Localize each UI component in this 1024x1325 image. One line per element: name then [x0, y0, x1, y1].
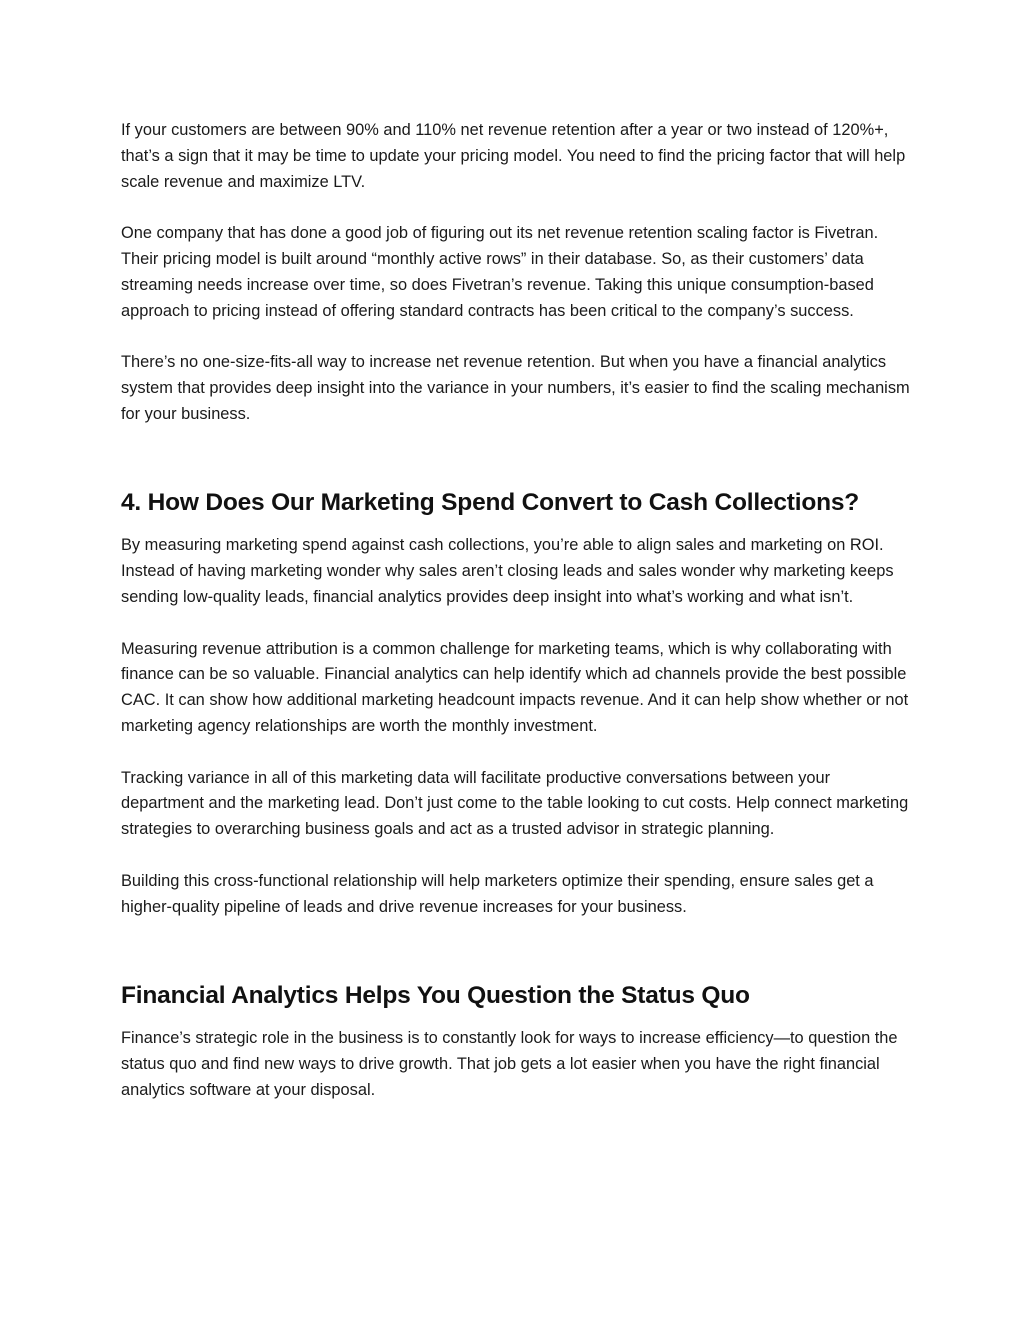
status-quo-heading: Financial Analytics Helps You Question the Status Quo: [121, 982, 750, 1010]
section-spacer: [121, 946, 911, 980]
document-page: [121, 118, 911, 1129]
intro-paragraph-3: There’s no one-size-fits-all way to increase net revenue retention. But when you have a financial analytics system that provides deep insight into the variance in your numbers, it’s easier to find the scaling mechanism for your business.: [121, 353, 910, 423]
section-4-paragraph-4: Building this cross-functional relationship will help marketers optimize their spending, ensure sales get a higher-quality pipeline of leads and drive revenue increases for your business.: [121, 871, 874, 916]
intro-paragraph-1: If your customers are between 90% and 110% net revenue retention after a year or two instead of 120%+, that’s a sign that it may be time to update your pricing model. You need to find the pricing factor that will help scale revenue and maximize LTV.: [121, 121, 906, 191]
intro-paragraph-2: One company that has done a good job of figuring out its net revenue retention scaling factor is Fivetran. Their pricing model is built around “monthly active rows” in their database. So, as their customers’ data streaming needs increase over time, so does Fivetran’s revenue. Taking this unique consumption-based approach to pricing instead of offering standard contracts has been critical to the company’s success.: [121, 224, 879, 320]
status-quo-paragraph-1: Finance’s strategic role in the business is to constantly look for ways to increase efficiency—to question the status quo and find new ways to drive growth. That job gets a lot easier when you have the right financial analytics software at your disposal.: [121, 1029, 898, 1099]
section-4-paragraph-2: Measuring revenue attribution is a common challenge for marketing teams, which is why collaborating with finance can be so valuable. Financial analytics can help identify which ad channels provide the best possible CAC. It can show how additional marketing headcount impacts revenue. And it can help show whether or not marketing agency relationships are worth the monthly investment.: [121, 639, 909, 735]
section-4-paragraph-1: By measuring marketing spend against cash collections, you’re able to align sales and marketing on ROI. Instead of having marketing wonder why sales aren’t closing leads and sales wonder why marketing keeps sending low-quality leads, financial analytics provides deep insight into what’s working and what isn’t.: [121, 536, 894, 606]
section-4-paragraph-3: Tracking variance in all of this marketing data will facilitate productive conversations between your department and the marketing lead. Don’t just come to the table looking to cut costs. Help connect marketing strategies to overarching business goals and act as a trusted advisor in strategic planning.: [121, 768, 909, 839]
section-4-heading: 4. How Does Our Marketing Spend Convert to Cash Collections?: [121, 489, 860, 517]
section-spacer: [121, 453, 911, 487]
